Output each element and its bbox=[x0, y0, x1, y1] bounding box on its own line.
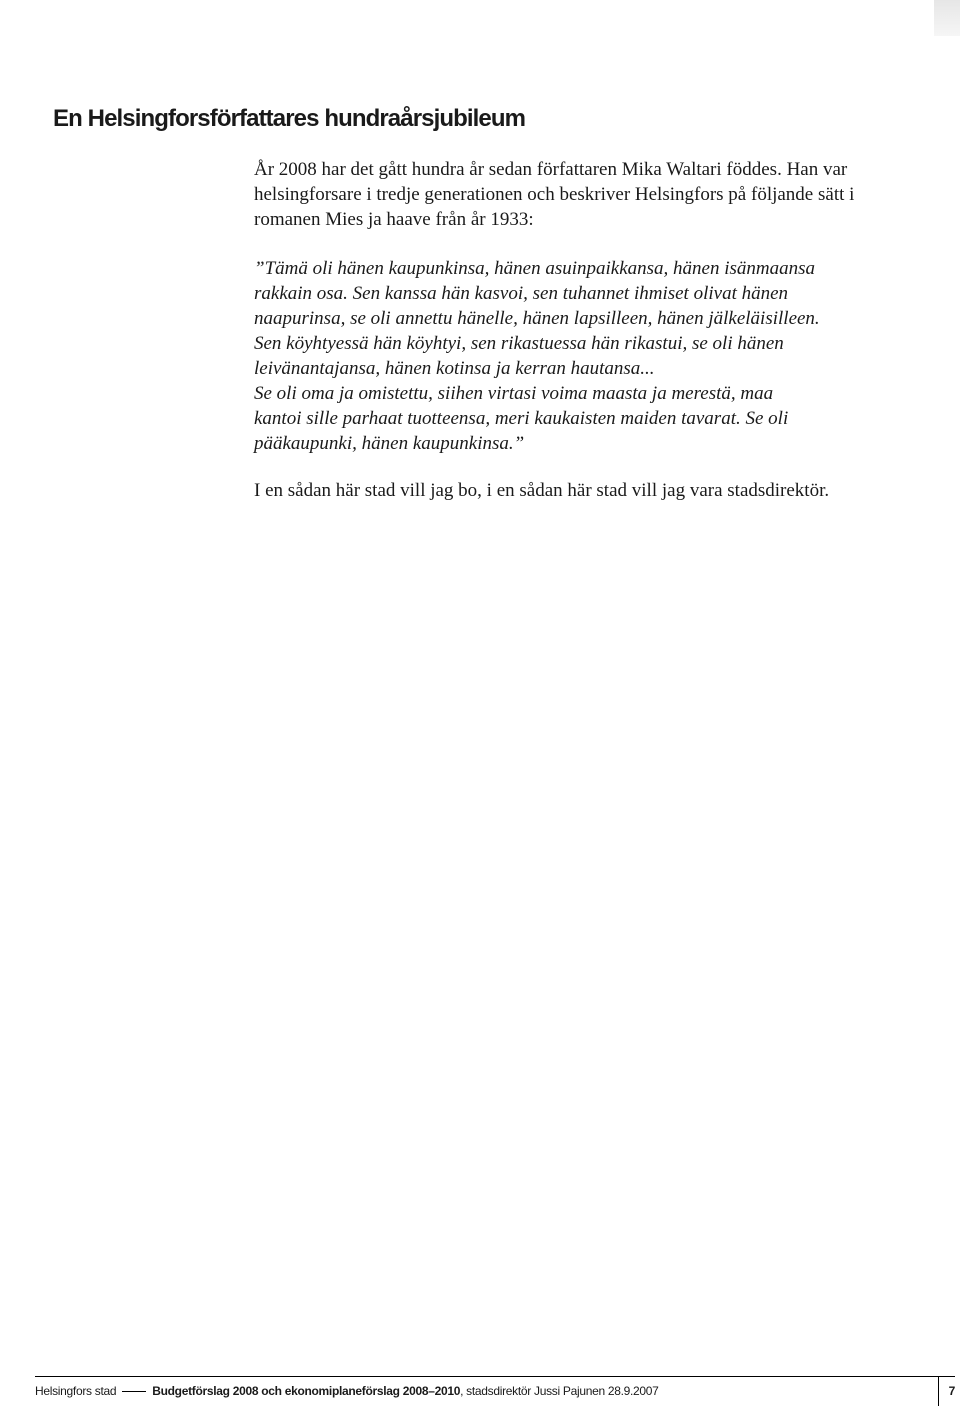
quote-line: ”Tämä oli hänen kaupunkinsa, hänen asuinpaikkansa, hänen isänmaansa bbox=[254, 258, 816, 279]
intro-line: helsingforsare i tredje generationen och beskriver Helsingfors på följande sätt i bbox=[254, 184, 855, 205]
article-body bbox=[254, 157, 904, 503]
quote-line: leivänantajansa, hänen kotinsa ja kerran hautansa... bbox=[254, 358, 655, 379]
quote-line: kantoi sille parhaat tuotteensa, meri kaukaisten maiden tavarat. Se oli bbox=[254, 408, 789, 429]
footer-source bbox=[35, 1384, 659, 1398]
intro-line: romanen Mies ja haave från år 1933: bbox=[254, 209, 534, 230]
footer-rule bbox=[35, 1376, 955, 1377]
page-footer bbox=[35, 1380, 955, 1406]
closing-statement: I en sådan här stad vill jag bo, i en sådan här stad vill jag vara stadsdirektör. bbox=[254, 480, 830, 501]
quote-line: pääkaupunki, hänen kaupunkinsa.” bbox=[254, 433, 525, 454]
footer-author-date: , stadsdirektör Jussi Pajunen 28.9.2007 bbox=[460, 1384, 659, 1398]
quote-line: Sen köyhtyessä hän köyhtyi, sen rikastuessa hän rikastui, se oli hänen bbox=[254, 333, 784, 354]
footer-document-title: Budgetförslag 2008 och ekonomiplaneförslag 2008–2010 bbox=[152, 1384, 461, 1398]
quote-line: naapurinsa, se oli annettu hänelle, hänen lapsilleen, hänen jälkeläisilleen. bbox=[254, 308, 820, 329]
footer-org: Helsingfors stad bbox=[35, 1384, 117, 1398]
quote-line: rakkain osa. Sen kanssa hän kasvoi, sen tuhannet ihmiset olivat hänen bbox=[254, 283, 789, 304]
page-title: En Helsingforsförfattares hundraårsjubileum bbox=[53, 105, 526, 132]
page-number: 7 bbox=[948, 1384, 955, 1398]
waltari-quote bbox=[254, 256, 904, 456]
intro-paragraph bbox=[254, 157, 904, 232]
intro-line: År 2008 har det gått hundra år sedan författaren Mika Waltari föddes. Han var bbox=[254, 159, 848, 180]
quote-line: Se oli oma ja omistettu, siihen virtasi voima maasta ja merestä, maa bbox=[254, 383, 774, 404]
corner-mark bbox=[934, 0, 960, 36]
footer-dash bbox=[122, 1391, 146, 1392]
